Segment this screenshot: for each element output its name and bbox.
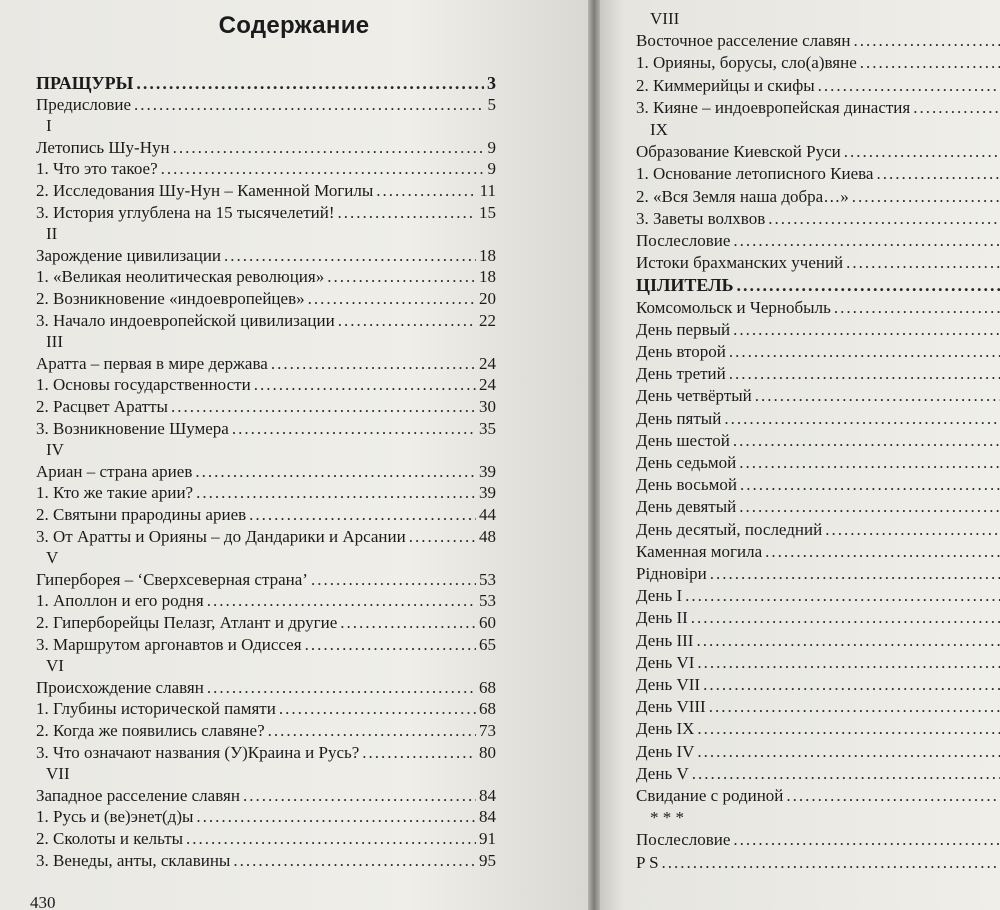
toc-entry <box>36 418 496 440</box>
toc-entry-page: 24 <box>479 375 496 395</box>
toc-entry-title: Западное расселение славян <box>36 785 240 805</box>
toc-entry-title: День девятый <box>636 497 737 517</box>
toc-entry <box>636 297 1000 319</box>
toc-entry-title: День пятый <box>636 408 722 428</box>
dot-leader <box>852 186 1000 208</box>
toc-entry-page: 3 <box>487 73 496 93</box>
toc-entry-page: 80 <box>479 742 496 762</box>
toc-entry <box>36 353 496 375</box>
section-numeral: VII <box>46 764 70 784</box>
toc-entry-title: 1. Основание летописного Киева <box>636 164 874 184</box>
toc-entry <box>36 720 496 742</box>
toc-entry <box>636 496 1000 518</box>
toc-entry-page: 53 <box>479 591 496 611</box>
toc-entry-page: 73 <box>479 721 496 740</box>
toc-entry <box>36 612 496 634</box>
toc-entry-title: 2. Киммерийцы и скифы <box>636 75 815 95</box>
toc-entry <box>636 141 1000 163</box>
dot-leader <box>254 374 476 396</box>
dot-leader <box>697 718 1000 740</box>
toc-entry <box>636 341 1000 363</box>
toc-entry-title: 3. От Аратты и Орияны – до Дандарики и Арсании <box>36 526 406 546</box>
dot-leader <box>724 408 1000 430</box>
dot-leader <box>362 742 476 764</box>
toc-entry <box>636 718 1000 740</box>
toc-entry <box>36 504 496 526</box>
dot-leader <box>161 158 485 180</box>
toc-entry <box>636 785 1000 807</box>
toc-entry <box>36 590 496 612</box>
toc-entry <box>36 806 496 828</box>
toc-entry-title: 3. История углублена на 15 тысячелетий! <box>36 202 335 222</box>
toc-entry-title: 2. Святыни прародины ариев <box>36 505 247 524</box>
dot-leader <box>733 430 1000 452</box>
toc-entry-title: 2. Сколоты и кельты <box>36 829 184 848</box>
dot-leader <box>308 288 476 310</box>
dot-leader <box>786 785 1000 807</box>
section-numeral: * * * <box>650 808 684 828</box>
book-gutter <box>588 0 600 910</box>
toc-entry-title: 1. Основы государственности <box>36 375 251 395</box>
toc-entry-title: День IX <box>636 719 695 739</box>
dot-leader <box>834 297 1000 319</box>
toc-entry-title: Ариан – страна ариев <box>36 461 193 481</box>
toc-entry <box>36 374 496 396</box>
toc-entry <box>36 850 496 872</box>
dot-leader <box>733 829 1000 851</box>
toc-entry-page: 48 <box>479 526 496 546</box>
toc-entry-page: 44 <box>479 505 496 524</box>
dot-leader <box>729 341 1000 363</box>
dot-leader <box>739 496 1000 518</box>
toc-entry-title: День первый <box>636 319 731 339</box>
dot-leader <box>709 696 1000 718</box>
toc-entry <box>636 630 1000 652</box>
toc-entry <box>636 30 1000 52</box>
toc-entry-title: ЦІЛИТЕЛЬ <box>636 275 734 296</box>
toc-entry-title: Свидание с родиной <box>636 786 784 805</box>
toc-entry <box>636 186 1000 208</box>
toc-entry <box>36 72 496 94</box>
toc-entry <box>36 288 496 310</box>
dot-leader <box>697 741 1000 763</box>
toc-entry <box>636 563 1000 585</box>
toc-entry-title: Гиперборея – ‘Сверхсеверная страна’ <box>36 569 308 589</box>
dot-leader <box>846 252 1000 274</box>
toc-entry <box>636 363 1000 385</box>
toc-entry <box>36 526 496 548</box>
toc-entry-page: 53 <box>479 569 496 589</box>
dot-leader <box>232 418 476 440</box>
toc-entry <box>36 94 496 116</box>
toc-entry <box>36 202 496 224</box>
toc-entry-title: 1. «Великая неолитическая революция» <box>36 267 325 287</box>
toc-entry-page: 68 <box>479 699 496 719</box>
toc-entry-page: 18 <box>479 267 496 287</box>
toc-entry-page: 18 <box>479 245 496 265</box>
toc-entry-title: Предисловие <box>36 94 132 114</box>
toc-entry-page: 84 <box>479 807 496 827</box>
dot-leader <box>173 137 485 159</box>
toc-entry <box>636 252 1000 274</box>
dot-leader <box>171 396 476 418</box>
dot-leader <box>196 482 476 504</box>
toc-entry-page: 35 <box>479 418 496 438</box>
toc-entry <box>636 741 1000 763</box>
dot-leader <box>697 652 1000 674</box>
dot-leader <box>338 310 476 332</box>
toc-entry <box>636 230 1000 252</box>
toc-entry-page: 95 <box>479 850 496 870</box>
toc-entry <box>636 541 1000 563</box>
toc-entry <box>636 430 1000 452</box>
toc-entry-title: День II <box>636 608 688 628</box>
dot-leader <box>207 590 476 612</box>
toc-entry-title: 3. Венеды, анты, склавины <box>36 850 231 870</box>
toc-entry-title: День десятый, последний <box>636 519 823 539</box>
toc-entry-page: 39 <box>479 461 496 481</box>
toc-entry-title: 2. Гиперборейцы Пелазг, Атлант и другие <box>36 613 338 632</box>
dot-leader <box>337 202 476 224</box>
dot-leader <box>409 526 476 548</box>
dot-leader <box>733 230 1000 252</box>
toc-entry-page: 39 <box>479 483 496 503</box>
toc-entry <box>36 569 496 591</box>
toc-entry <box>636 607 1000 629</box>
dot-leader <box>233 850 476 872</box>
toc-entry-title: День VI <box>636 652 695 672</box>
toc-entry <box>636 408 1000 430</box>
toc-entry-page: 24 <box>479 353 496 373</box>
toc-entry <box>636 163 1000 185</box>
dot-leader <box>853 30 1000 52</box>
dot-leader <box>733 319 1000 341</box>
toc-entry-title: Образование Киевской Руси <box>636 142 841 162</box>
dot-leader <box>271 353 476 375</box>
toc-entry-title: День VII <box>636 675 701 694</box>
toc-entry <box>636 385 1000 407</box>
toc-entry-title: Аратта – первая в мире держава <box>36 353 268 373</box>
toc-entry <box>636 674 1000 696</box>
toc-entry <box>636 75 1000 97</box>
toc-entry-title: P S <box>636 852 659 872</box>
toc-entry-title: Зарождение цивилизации <box>36 245 222 265</box>
toc-entry-title: 3. Что означают названия (У)Краина и Русь? <box>36 742 360 762</box>
toc-entry-title: Комсомольск и Чернобыль <box>636 297 831 317</box>
toc-entry-page: 9 <box>487 137 496 157</box>
toc-entry <box>636 696 1000 718</box>
dot-leader <box>279 698 476 720</box>
dot-leader <box>136 72 484 94</box>
dot-leader <box>692 763 1000 785</box>
toc-entry-title: Рiдновiри <box>636 564 707 583</box>
toc-entry-title: 1. Орияны, борусы, сло(а)вяне <box>636 53 857 73</box>
toc-entry-title: Истоки брахманских учений <box>636 253 844 273</box>
toc-entry-title: 3. Возникновение Шумера <box>36 418 229 438</box>
dot-leader <box>327 266 476 288</box>
toc-entry-title: Послесловие <box>636 830 731 850</box>
dot-leader <box>224 245 476 267</box>
toc-entry-title: Восточное расселение славян <box>636 31 851 51</box>
dot-leader <box>825 519 1000 541</box>
toc-entry <box>36 482 496 504</box>
toc-entry-title: ПРАЩУРЫ <box>36 73 134 93</box>
toc-entry-title: День III <box>636 630 694 650</box>
toc-entry-title: 2. Когда же появились славяне? <box>36 721 265 740</box>
toc-entry-title: Послесловие <box>636 231 731 250</box>
toc-entry-title: 3. Начало индоевропейской цивилизации <box>36 310 335 330</box>
dot-leader <box>685 585 1000 607</box>
dot-leader <box>249 504 476 526</box>
toc-entry <box>636 319 1000 341</box>
toc-entry-title: Происхождение славян <box>36 677 204 697</box>
toc-entry-page: 84 <box>479 785 496 805</box>
toc-entry-title: 3. Кияне – индоевропейская династия <box>636 97 911 117</box>
toc-entry <box>636 829 1000 851</box>
toc-entry <box>36 137 496 159</box>
toc-entry-page: 60 <box>479 613 496 632</box>
section-numeral: VIII <box>650 9 680 28</box>
toc-entry <box>636 97 1000 119</box>
dot-leader <box>740 474 1000 496</box>
toc-entry <box>636 474 1000 496</box>
dot-leader <box>860 52 1000 74</box>
toc-entry <box>36 158 496 180</box>
toc-entry-title: 2. «Вся Земля наша добра…» <box>636 186 849 206</box>
toc-entry-title: 3. Заветы волхвов <box>636 208 766 228</box>
dot-leader <box>196 806 476 828</box>
section-numeral: II <box>46 224 58 244</box>
toc-entry <box>636 274 1000 296</box>
dot-leader <box>243 785 476 807</box>
toc-entry-page: 20 <box>479 289 496 308</box>
toc-entry-title: 2. Расцвет Аратты <box>36 397 168 416</box>
toc-entry-title: День VIII <box>636 697 706 717</box>
page-title: Содержание <box>218 12 370 39</box>
toc-entry-page: 65 <box>479 634 496 654</box>
dot-leader <box>765 541 1000 563</box>
dot-leader <box>662 852 1000 874</box>
page-number: 430 <box>30 893 56 910</box>
toc-entry <box>36 828 496 850</box>
toc-entry <box>36 396 496 418</box>
toc-entry <box>636 452 1000 474</box>
toc-entry <box>36 180 496 202</box>
toc-entry-title: 1. Глубины исторической памяти <box>36 699 276 719</box>
dot-leader <box>768 208 1000 230</box>
toc-entry-page: 22 <box>479 310 496 330</box>
toc-entry-title: 2. Возникновение «индоевропейцев» <box>36 289 305 308</box>
toc-entry-title: 1. Что это такое? <box>36 159 158 179</box>
toc-entry <box>636 208 1000 230</box>
toc-entry-page: 68 <box>479 677 496 697</box>
section-numeral: I <box>46 116 52 136</box>
toc-entry-title: День I <box>636 586 683 606</box>
toc-entry <box>36 266 496 288</box>
dot-leader <box>305 634 476 656</box>
toc-entry <box>36 310 496 332</box>
toc-entry <box>36 461 496 483</box>
toc-entry <box>636 852 1000 874</box>
toc-entry <box>636 763 1000 785</box>
dot-leader <box>729 363 1000 385</box>
toc-entry-title: День третий <box>636 364 726 384</box>
section-numeral: V <box>46 548 59 568</box>
dot-leader <box>737 274 1000 296</box>
section-numeral: IX <box>650 120 668 139</box>
dot-leader <box>703 674 1000 696</box>
dot-leader <box>207 677 476 699</box>
dot-leader <box>755 385 1000 407</box>
toc-entry-page: 91 <box>479 829 496 848</box>
toc-entry <box>36 742 496 764</box>
toc-entry-page: 11 <box>479 181 496 200</box>
dot-leader <box>913 97 1000 119</box>
toc-entry-title: Летопись Шу-Нун <box>36 137 170 157</box>
toc-entry <box>636 519 1000 541</box>
toc-entry-title: 1. Русь и (ве)энет(д)ы <box>36 807 194 827</box>
dot-leader <box>844 141 1000 163</box>
dot-leader <box>268 720 476 742</box>
toc-entry-title: 3. Маршрутом аргонавтов и Одиссея <box>36 634 302 654</box>
toc-entry <box>36 677 496 699</box>
toc-entry-page: 15 <box>479 202 496 222</box>
dot-leader <box>376 180 476 202</box>
section-numeral: VI <box>46 656 64 676</box>
toc-entry-page: 9 <box>487 159 496 179</box>
section-numeral: IV <box>46 440 64 460</box>
toc-entry-page: 30 <box>479 397 496 416</box>
toc-entry-title: 1. Кто же такие арии? <box>36 483 194 503</box>
toc-entry-title: День шестой <box>636 430 730 450</box>
toc-entry-title: День IV <box>636 741 695 761</box>
dot-leader <box>739 452 1000 474</box>
toc-entry <box>636 652 1000 674</box>
toc-entry-title: 1. Аполлон и его родня <box>36 591 204 611</box>
toc-entry-page: 5 <box>487 94 496 114</box>
dot-leader <box>876 163 1000 185</box>
toc-entry-title: День второй <box>636 342 726 361</box>
toc-entry-title: День седьмой <box>636 453 737 472</box>
dot-leader <box>710 563 1000 585</box>
toc-entry <box>36 245 496 267</box>
toc-entry-title: День четвёртый <box>636 386 752 406</box>
dot-leader <box>818 75 1000 97</box>
toc-entry-title: 2. Исследования Шу-Нун – Каменной Могилы <box>36 181 374 200</box>
right-page <box>600 0 1000 910</box>
dot-leader <box>696 630 1000 652</box>
toc-entry <box>636 585 1000 607</box>
dot-leader <box>340 612 476 634</box>
toc-entry <box>636 52 1000 74</box>
toc-entry <box>36 785 496 807</box>
toc-entry-title: Каменная могила <box>636 541 763 561</box>
dot-leader <box>311 569 476 591</box>
toc-entry-title: День V <box>636 763 689 783</box>
dot-leader <box>691 607 1000 629</box>
toc-entry <box>36 634 496 656</box>
dot-leader <box>134 94 484 116</box>
dot-leader <box>186 828 476 850</box>
section-numeral: III <box>46 332 63 352</box>
dot-leader <box>195 461 476 483</box>
toc-entry <box>36 698 496 720</box>
toc-entry-title: День восьмой <box>636 475 737 495</box>
